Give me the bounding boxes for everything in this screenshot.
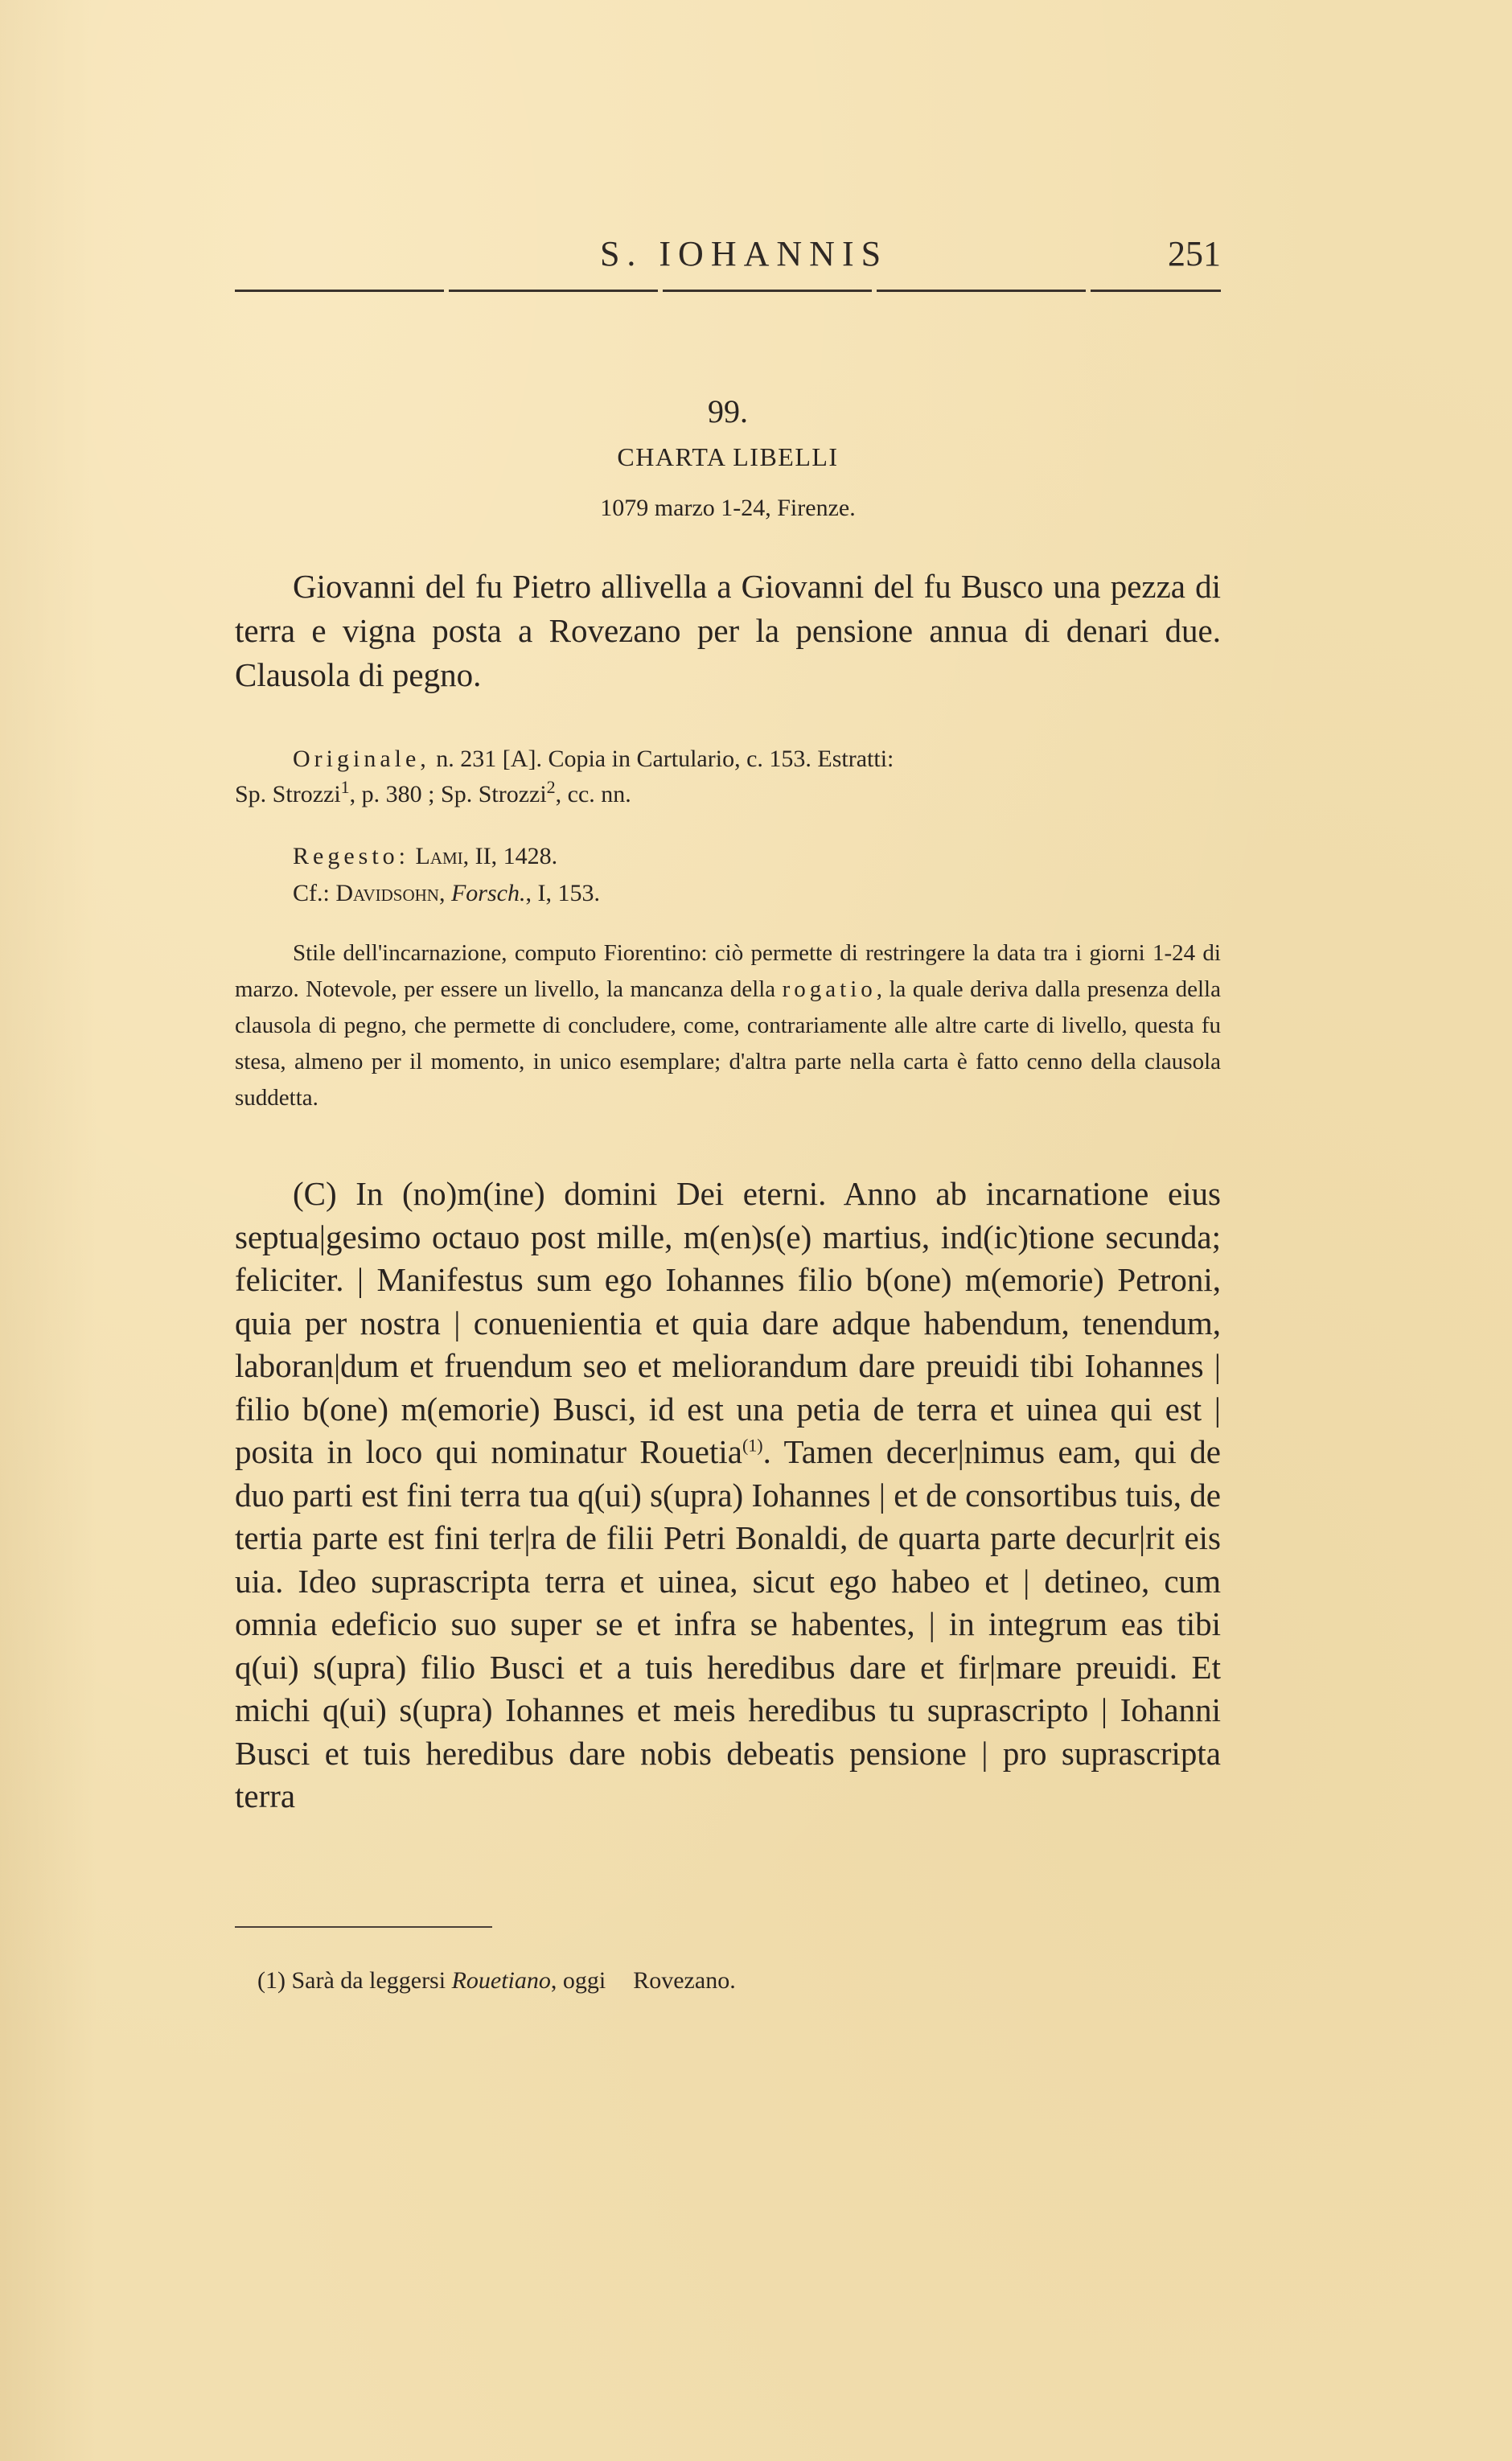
strozzi-ref-3: , cc. nn.: [555, 781, 631, 807]
document-number: 99.: [708, 393, 748, 429]
cf-author: Davidsohn: [335, 880, 439, 906]
document-date-place: 1079 marzo 1-24, Firenze.: [600, 495, 856, 521]
document-summary: [235, 565, 1221, 697]
running-header: [235, 233, 1221, 281]
superscript-2: 2: [546, 777, 556, 797]
footnote-text-c: Rovezano.: [633, 1967, 736, 1994]
footnote-reference[interactable]: (1): [742, 1435, 763, 1456]
footnote-marker: (1): [257, 1967, 286, 1994]
commentary-text-2: , la quale deriva dalla presenza della clausola di pegno, che permette di concludere, come, contrariamente alle altre carte di livello, questa fu stesa, almeno per il momento, in unico esemplare; d'altra parte nella carta è fatto cenno della clausola suddetta.: [235, 976, 1221, 1111]
originale-label: Originale,: [293, 746, 430, 772]
page-number: 251: [1168, 234, 1221, 273]
document-title: CHARTA LIBELLI: [617, 442, 839, 471]
footnote-text-b: , oggi: [550, 1967, 606, 1994]
regesto-author: Lami: [415, 843, 463, 869]
commentary-block: [235, 935, 1221, 1116]
cf-line: Cf.: Davidsohn, Forsch., I, 153.: [293, 880, 600, 906]
strozzi-ref-2: , p. 380 ; Sp. Strozzi: [349, 781, 547, 807]
originale-text: n. 231 [A]. Copia in Cartulario, c. 153. Estratti:: [429, 746, 894, 772]
summary-paragraph: Giovanni del fu Pietro allivella a Giovanni del fu Busco una pezza di terra e vigna posta a Rovezano per la pensione annua di denari due. Clausola di pegno.: [235, 568, 1221, 693]
footnote-italic-term: Rouetiano: [451, 1967, 551, 1994]
cf-work: Forsch.: [450, 880, 526, 906]
regesto-text: , II, 1428.: [462, 843, 558, 869]
header-rule: [235, 290, 1221, 292]
charter-text: [235, 1173, 1221, 1818]
running-title: S. IOHANNIS: [599, 234, 889, 273]
strozzi-ref-1: Sp. Strozzi: [235, 781, 341, 807]
cf-text: , I, 153.: [525, 880, 600, 906]
regesto-label: Regesto:: [293, 843, 409, 869]
charter-text-2: . Tamen decer|nimus eam, qui de duo parti est fini terra tua q(ui) s(upra) Iohannes | et de consortibus tuis, de tertia parte est fini ter|ra de filii Petri Bonaldi, de quarta parte decur|rit eis uia. Ideo suprascripta terra et uinea, sicut ego habeo et | detineo, cum omnia edeficio suo super se et infra se habentes, | in integrum eas tibi q(ui) s(upra) filio Busci et a tuis heredibus dare et fir|mare preuidi. Et michi q(ui) s(upra) Iohannes et meis heredibus tu suprascripto | Iohanni Busci et tuis heredibus dare nobis debeatis pensione | pro suprascripta terra: [235, 1433, 1221, 1814]
charter-text-1: (C) In (no)m(ine) domini Dei eterni. Anno ab incarnatione eius septua|gesimo octauo post mille, m(en)s(e) martius, ind(ic)tione secunda; feliciter. | Manifestus sum ego Iohannes filio b(one) m(emorie) Petroni, quia per nostra | conuenientia et quia dare adque habendum, tenendum, laboran|dum et fruendum seo et meliorandum dare preuidi tibi Iohannes | filio b(one) m(emorie) Busci, id est una petia de terra et uinea qui est | posita in loco qui nominatur Rouetia: [235, 1175, 1221, 1470]
rogatio-term: rogatio: [782, 976, 877, 1002]
sources-line-2: [235, 777, 1221, 812]
footnote-1: [257, 1967, 736, 1995]
footnote-text-a: Sarà da leggersi: [291, 1967, 446, 1994]
sources-line-1: [235, 742, 1221, 777]
references-block: [235, 838, 1221, 912]
charter-paragraph: [235, 1173, 1221, 1818]
footnote-rule: [235, 1926, 492, 1928]
cf-label: Cf.:: [293, 880, 330, 906]
regesto-line: [293, 838, 1221, 875]
commentary-text-1: Stile dell'incarnazione, computo Fiorentino: ciò permette di restringere la data tra i giorni 1-24 di marzo. Notevole, per essere un livello, la mancanza della: [235, 940, 1221, 1002]
superscript-1: 1: [340, 777, 350, 797]
commentary-paragraph: [235, 935, 1221, 1116]
sources-block: [235, 742, 1221, 812]
